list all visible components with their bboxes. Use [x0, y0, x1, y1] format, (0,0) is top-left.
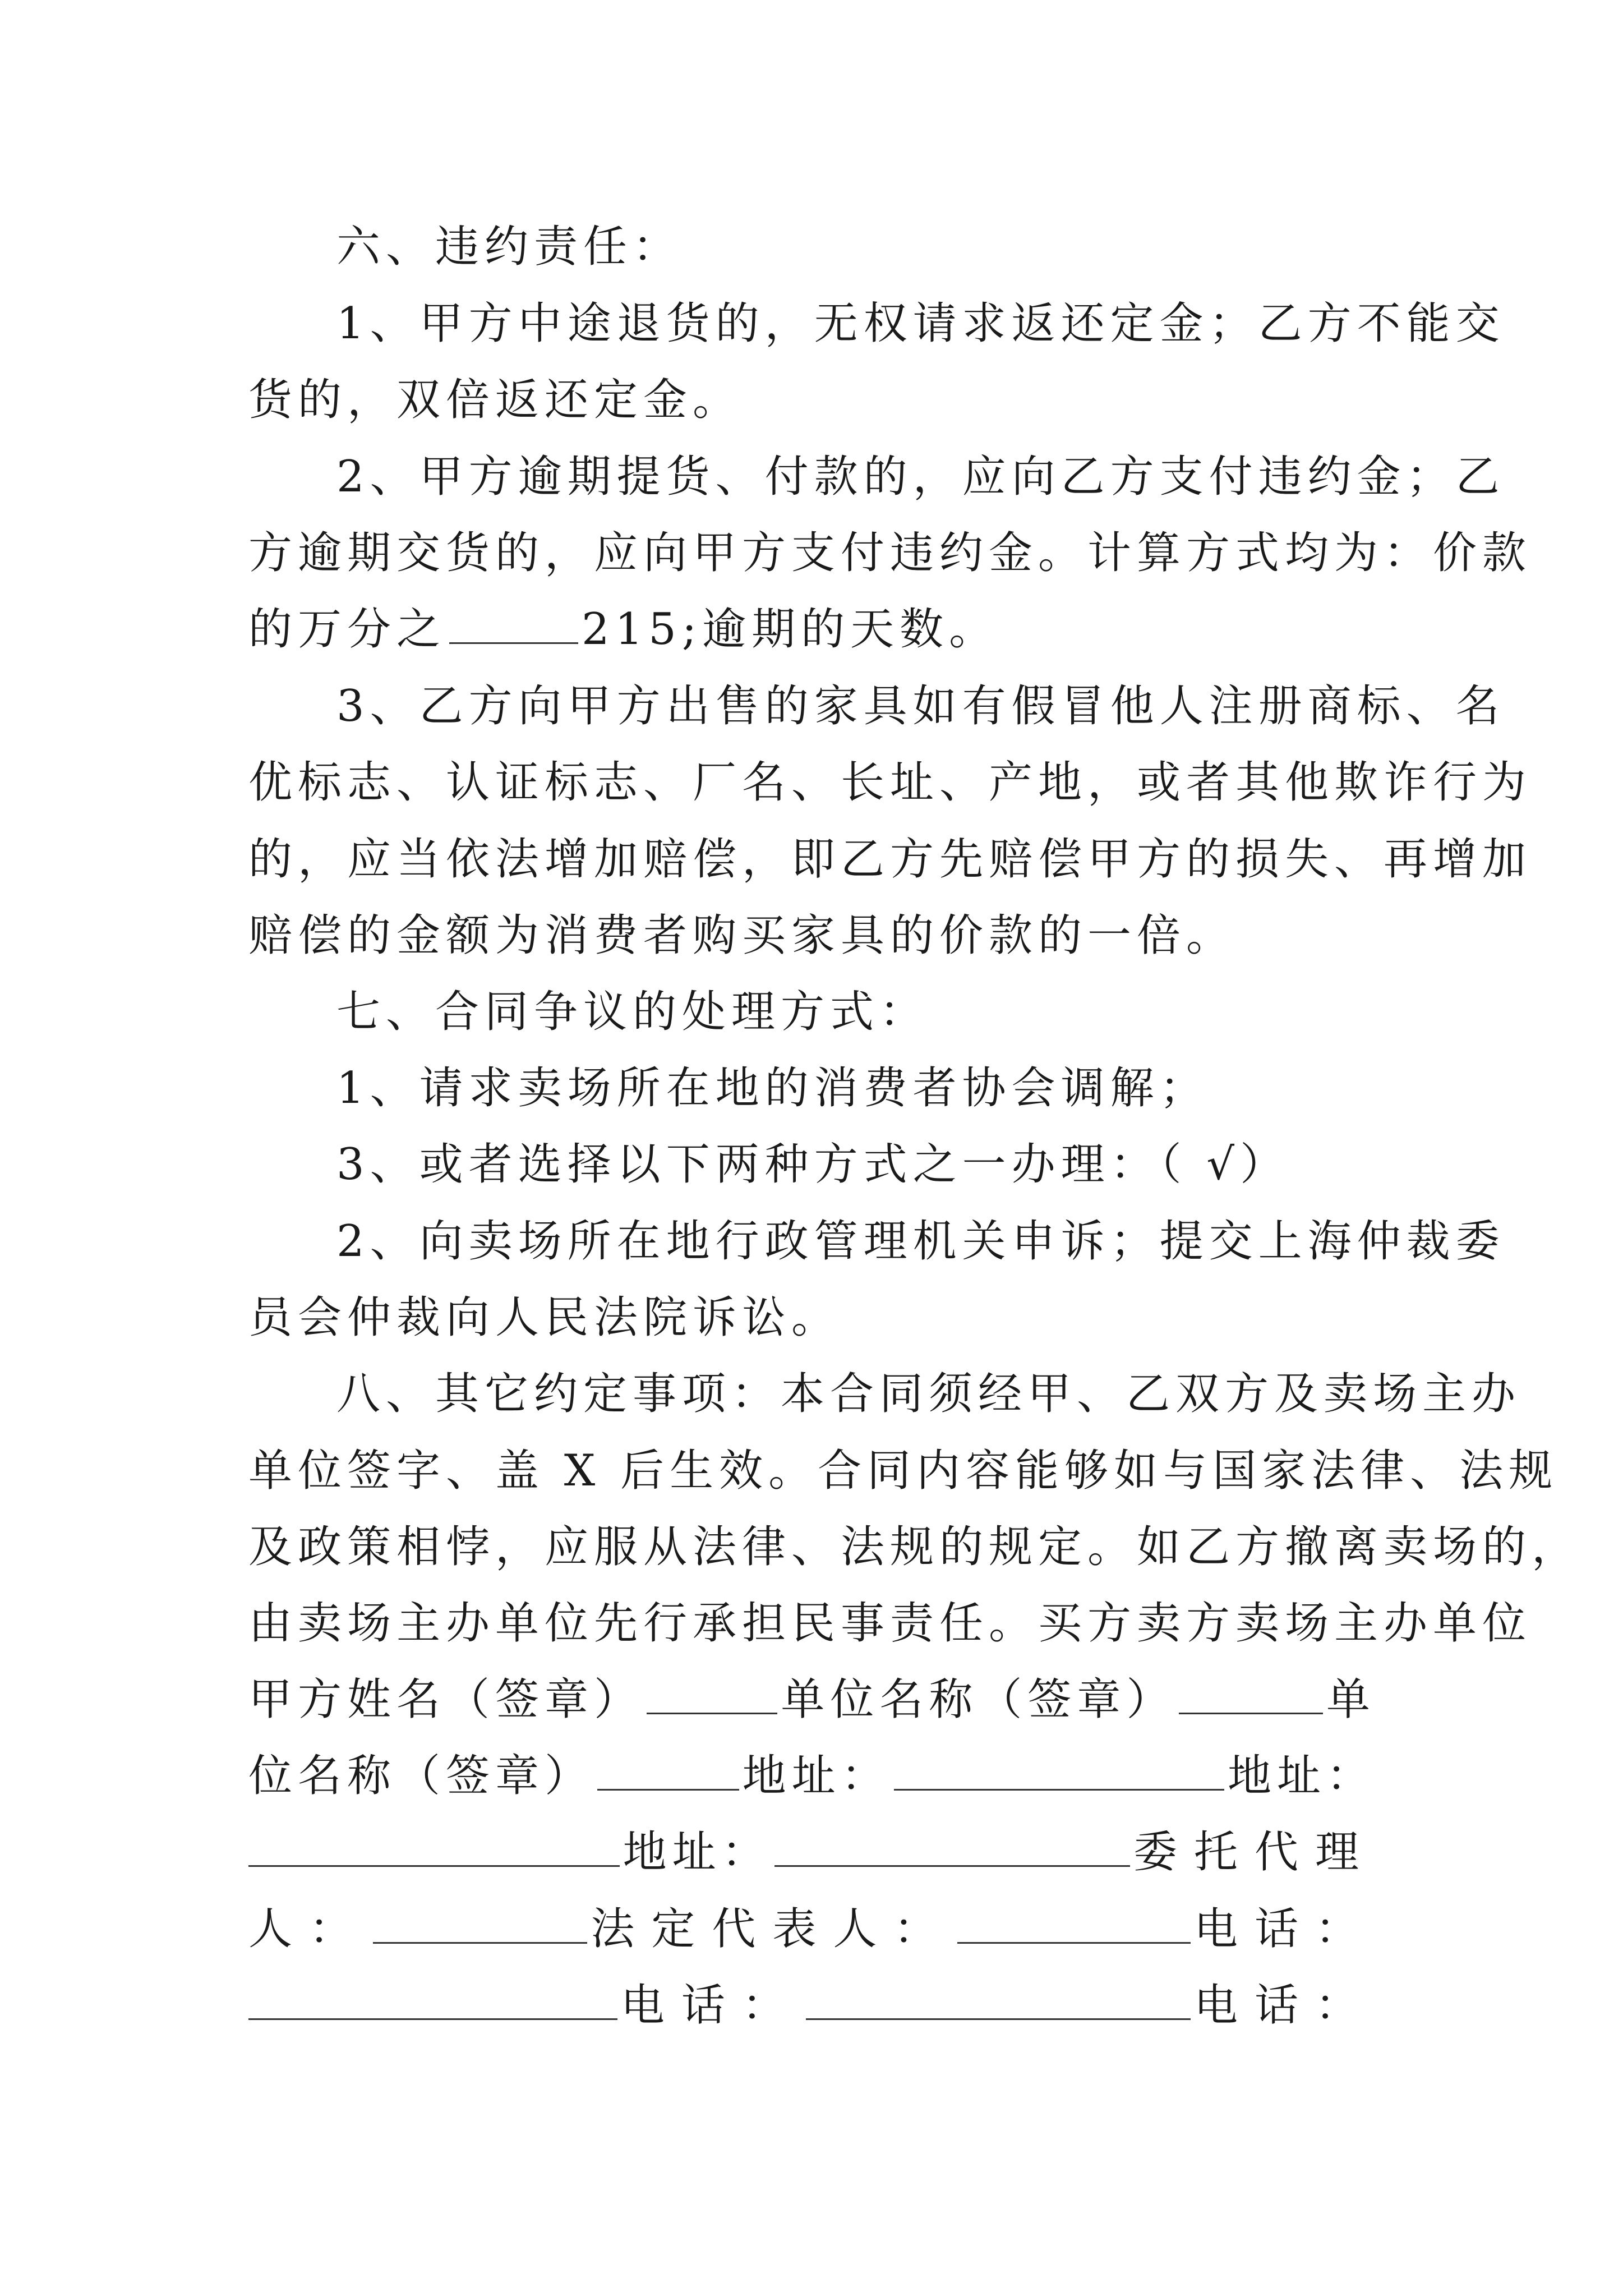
section-8-line-4: 由卖场主办单位先行承担民事责任。买方卖方卖场主办单位 [248, 1598, 1532, 1649]
clause-6-3-line-1: 3、乙方向甲方出售的家具如有假冒他人注册商标、名 [336, 681, 1505, 731]
buyer-phone-label: 电话： [1193, 1904, 1376, 1954]
seller-unit-label: 单位名称（签章） [781, 1674, 1176, 1725]
rate-value: 215;逾期的天数。 [582, 604, 999, 655]
clause-6-1-line-1: 1、甲方中途退货的，无权请求返还定金；乙方不能交 [336, 298, 1505, 349]
mall-address-blank [774, 1826, 1130, 1867]
section-6-heading: 六、违约责任： [336, 222, 683, 272]
section-7-heading: 七、合同争议的处理方式： [336, 987, 929, 1037]
clause-6-2-line-2: 方逾期交货的，应向甲方支付违约金。计算方式均为：价款 [248, 528, 1532, 578]
rate-blank [449, 603, 578, 644]
signature-line-5 [248, 1972, 1376, 2039]
agent-label-end: 人： [248, 1904, 370, 1954]
agent-label-start: 委托代理 [1133, 1827, 1376, 1878]
signature-line-1 [248, 1666, 1376, 1733]
buyer-address-blank [894, 1750, 1224, 1791]
clause-6-2-line-3 [248, 596, 1376, 663]
legal-rep-blank [957, 1903, 1191, 1944]
signature-line-4 [248, 1895, 1376, 1963]
clause-6-3-line-4: 赔偿的金额为消费者购买家具的价款的一倍。 [248, 910, 1236, 961]
seller-phone-blank [806, 1979, 1191, 2020]
clause-6-2-line-1: 2、甲方逾期提货、付款的，应向乙方支付违约金；乙 [336, 452, 1505, 502]
clause-7-2-line-2: 员会仲裁向人民法院诉讼。 [248, 1292, 841, 1343]
clause-7-2-line-1: 2、向卖场所在地行政管理机关申诉；提交上海仲裁委 [336, 1216, 1505, 1267]
buyer-name-label: 甲方姓名（签章） [248, 1674, 644, 1725]
clause-7-3: 3、或者选择以下两种方式之一办理：（ √） [336, 1139, 1290, 1190]
section-8-line-1: 八、其它约定事项：本合同须经甲、乙双方及卖场主办 [336, 1369, 1521, 1419]
section-8-line-2: 单位签字、盖 X 后生效。合同内容能够如与国家法律、法规 [248, 1446, 1559, 1496]
seller-address-blank [248, 1826, 620, 1867]
seller-address-label: 地址： [1227, 1751, 1376, 1801]
seller-phone-label: 电话： [620, 1980, 803, 2031]
agent-blank [373, 1903, 587, 1944]
signature-line-2 [248, 1742, 1376, 1810]
clause-6-3-line-2: 优标志、认证标志、厂名、长址、产地，或者其他欺诈行为 [248, 757, 1532, 808]
rate-label: 的万分之 [248, 604, 446, 655]
mall-unit-label-end: 位名称（签章） [248, 1751, 594, 1801]
buyer-address-label: 地址： [742, 1751, 891, 1801]
mall-address-label: 地址： [623, 1827, 771, 1878]
seller-unit-blank [1179, 1673, 1323, 1714]
buyer-phone-blank [248, 1979, 617, 2020]
clause-6-3-line-3: 的，应当依法增加赔偿，即乙方先赔偿甲方的损失、再增加 [248, 834, 1532, 885]
mall-unit-blank [597, 1750, 739, 1791]
signature-line-3 [248, 1819, 1376, 1886]
clause-7-1: 1、请求卖场所在地的消费者协会调解； [336, 1063, 1209, 1114]
section-8-line-3: 及政策相悖，应服从法律、法规的规定。如乙方撤离卖场的， [248, 1522, 1581, 1572]
mall-phone-label: 电话： [1193, 1980, 1376, 2031]
mall-unit-label-start: 单 [1326, 1674, 1376, 1725]
legal-rep-label: 法定代表人： [591, 1904, 955, 1954]
buyer-name-blank [647, 1673, 777, 1714]
clause-6-1-line-2: 货的，双倍返还定金。 [248, 375, 743, 425]
